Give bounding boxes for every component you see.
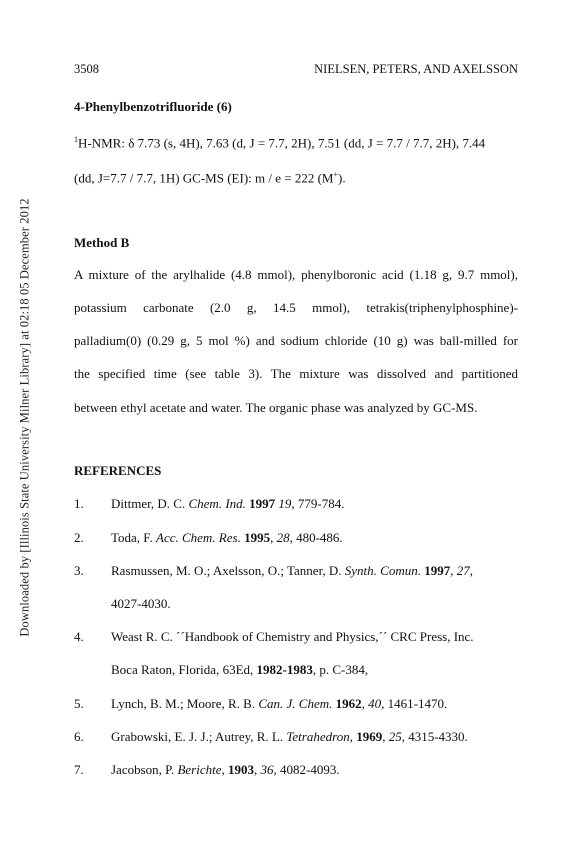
reference-text: Grabowski, E. J. J.; Autrey, R. L. Tetrahedron, 1969, 25, 4315-4330. <box>111 729 468 744</box>
reference-authors: Lynch, B. M.; Moore, R. B. <box>111 696 259 711</box>
page-number: 3508 <box>74 62 99 76</box>
reference-number: 3. <box>74 563 84 578</box>
reference-volume: 36 <box>260 762 274 777</box>
nmr-text-2: (dd, J=7.7 / 7.7, 1H) GC-MS (EI): m / e = 222 (M <box>74 170 334 186</box>
reference-text <box>111 496 345 512</box>
reference-authors: Dittmer, D. C. <box>111 496 189 511</box>
reference-text: Lynch, B. M.; Moore, R. B. Can. J. Chem. 1962, 40, 1461-1470. <box>111 696 448 711</box>
reference-volume: 28 <box>276 530 290 545</box>
reference-journal: Chem. Ind. <box>188 496 246 511</box>
nmr-text-2-end: ). <box>338 170 346 186</box>
reference-authors: Rasmussen, M. O.; Axelsson, O.; Tanner, D. <box>111 563 345 578</box>
reference-year: 1997 <box>424 563 451 578</box>
reference-text: Jacobson, P. Berichte, 1903, 36, 4082-4093. <box>111 762 340 777</box>
reference-number: 7. <box>74 762 84 777</box>
reference-journal: Synth. Comun. <box>344 563 421 578</box>
reference-pages: , <box>469 563 473 578</box>
reference-year: 1982-1983 <box>256 662 313 677</box>
references-heading: REFERENCES <box>74 463 162 478</box>
method-b-line: palladium(0) (0.29 g, 5 mol %) and sodium chloride (10 g) was ball-milled for <box>74 333 518 348</box>
reference-year: 1995 <box>244 530 271 545</box>
method-b-line: between ethyl acetate and water. The organic phase was analyzed by GC-MS. <box>74 400 478 415</box>
reference-continuation: 4027-4030. <box>111 596 171 611</box>
running-head: NIELSEN, PETERS, AND AXELSSON <box>314 62 518 76</box>
reference-text: Weast R. C. ´´Handbook of Chemistry and Physics,´´ CRC Press, Inc. <box>111 629 474 644</box>
ion-charge: + <box>333 170 338 179</box>
reference-pages: 1461-1470. <box>384 696 448 711</box>
reference-year: 1962 <box>335 696 362 711</box>
nmr-line-2 <box>74 170 518 186</box>
nmr-line-1 <box>74 135 518 151</box>
method-b-line: A mixture of the arylhalide (4.8 mmol), phenylboronic acid (1.18 g, 9.7 mmol), <box>74 267 518 282</box>
reference-authors: Toda, F. <box>111 530 156 545</box>
reference-continuation-text: Boca Raton, Florida, 63Ed, <box>111 662 257 677</box>
reference-volume: 27 <box>456 563 470 578</box>
reference-pages: 779-784. <box>294 496 345 511</box>
reference-pages: , 4315-4330. <box>401 729 468 744</box>
reference-number: 4. <box>74 629 84 644</box>
reference-volume: 25 <box>388 729 402 744</box>
method-b-line: the specified time (see table 3). The mixture was dissolved and partitioned <box>74 366 518 381</box>
reference-volume: 40, <box>368 696 385 711</box>
reference-number: 6. <box>74 729 84 744</box>
reference-journal: Acc. Chem. Res. <box>156 530 241 545</box>
compound-title: 4-Phenylbenzotrifluoride (6) <box>74 99 232 114</box>
reference-continuation-end: , p. C-384, <box>312 662 369 677</box>
reference-authors: Grabowski, E. J. J.; Autrey, R. L. <box>111 729 287 744</box>
reference-journal: Tetrahedron <box>286 729 350 744</box>
reference-text: Toda, F. Acc. Chem. Res. 1995, 28, 480-486. <box>111 530 343 545</box>
download-watermark: Downloaded by [Illinois State University Milner Library] at 02:18 05 December 2012 <box>17 198 32 637</box>
nmr-superscript: 1 <box>74 135 78 144</box>
reference-journal: Can. J. Chem. <box>258 696 333 711</box>
reference-number: 5. <box>74 696 84 711</box>
reference-pages: , 480-486. <box>289 530 343 545</box>
reference-number: 2. <box>74 530 84 545</box>
reference-continuation <box>111 662 368 678</box>
reference-year: 1997 <box>249 496 276 511</box>
method-b-heading: Method B <box>74 235 130 250</box>
nmr-text-1: H-NMR: δ 7.73 (s, 4H), 7.63 (d, J = 7.7, 2H), 7.51 (dd, J = 7.7 / 7.7, 2H), 7.44 <box>78 135 486 151</box>
reference-authors: Jacobson, P. <box>111 762 178 777</box>
reference-text: Rasmussen, M. O.; Axelsson, O.; Tanner, D. Synth. Comun. 1997, 27, <box>111 563 473 578</box>
reference-pages: , 4082-4093. <box>273 762 340 777</box>
reference-number: 1. <box>74 496 84 511</box>
reference-year: 1903 <box>228 762 254 777</box>
reference-journal: Berichte <box>177 762 222 777</box>
reference-year: 1969 <box>356 729 383 744</box>
reference-volume: 19, <box>278 496 295 511</box>
method-b-line: potassium carbonate (2.0 g, 14.5 mmol), tetrakis(triphenylphosphine)- <box>74 300 518 315</box>
